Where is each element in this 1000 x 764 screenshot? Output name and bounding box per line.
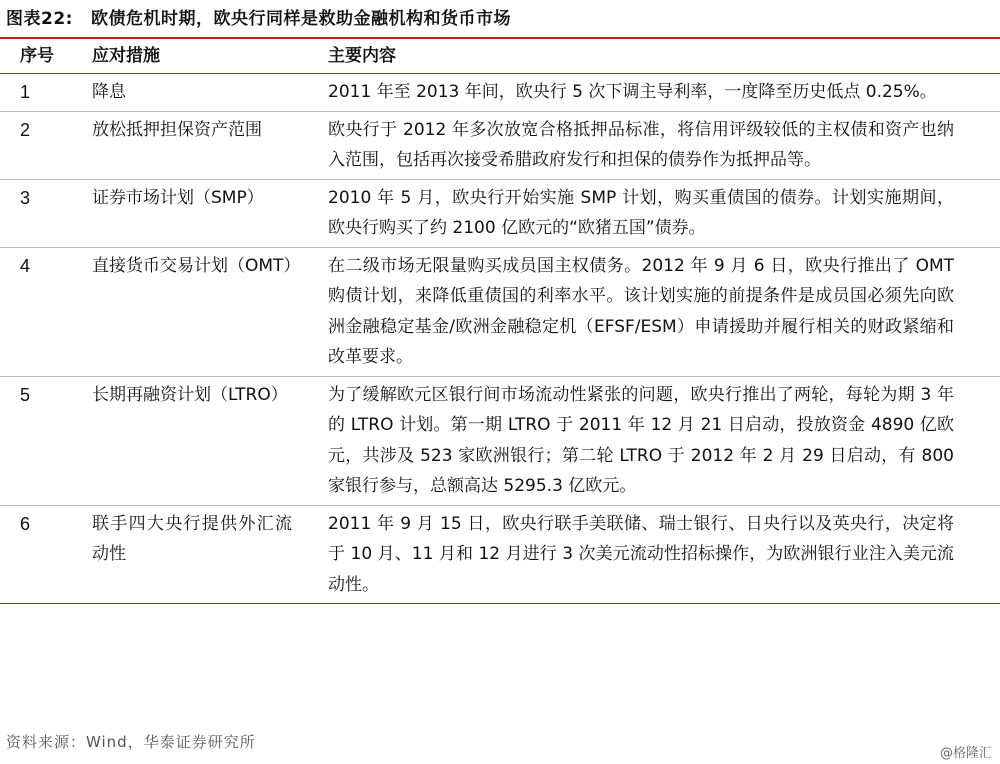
figure-title-text: 欧债危机时期，欧央行同样是救助金融机构和货币市场 — [90, 9, 511, 29]
table-header-row — [0, 39, 1000, 74]
figure-title — [6, 4, 511, 29]
header-content: 主要内容 — [302, 39, 1000, 74]
row-no: 2 — [0, 111, 78, 179]
header-measure: 应对措施 — [78, 39, 302, 74]
table-row — [0, 247, 1000, 376]
row-no: 1 — [0, 74, 78, 112]
row-no: 6 — [0, 505, 78, 604]
source-note: 资料来源：Wind，华泰证券研究所 — [6, 733, 256, 751]
table-row — [0, 179, 1000, 247]
row-measure: 降息 — [78, 74, 302, 112]
row-no: 5 — [0, 376, 78, 505]
watermark: @格隆汇 — [939, 746, 992, 761]
table-row — [0, 505, 1000, 604]
measures-table — [0, 39, 1000, 604]
row-content: 在二级市场无限量购买成员国主权债务。2012 年 9 月 6 日，欧央行推出了 OMT 购债计划，来降低重债国的利率水平。该计划实施的前提条件是成员国必须先向欧洲金融稳定基金/欧洲金融稳定机（EFSF/ESM）申请援助并履行相关的财政紧缩和改革要求。 — [302, 247, 1000, 376]
row-content: 为了缓解欧元区银行间市场流动性紧张的问题，欧央行推出了两轮，每轮为期 3 年的 LTRO 计划。第一期 LTRO 于 2011 年 12 月 21 日启动，投放资金 4890 亿欧元，共涉及 523 家欧洲银行；第二轮 LTRO 于 2012 年 2 月 29 日启动，有 800 家银行参与，总额高达 5295.3 亿欧元。 — [302, 376, 1000, 505]
figure-number: 图表22: — [6, 9, 73, 29]
row-measure: 放松抵押担保资产范围 — [78, 111, 302, 179]
row-content: 2010 年 5 月，欧央行开始实施 SMP 计划，购买重债国的债券。计划实施期间，欧央行购买了约 2100 亿欧元的“欧猪五国”债券。 — [302, 179, 1000, 247]
header-no: 序号 — [0, 39, 78, 74]
row-content: 欧央行于 2012 年多次放宽合格抵押品标准，将信用评级较低的主权债和资产也纳入范围，包括再次接受希腊政府发行和担保的债券作为抵押品等。 — [302, 111, 1000, 179]
row-measure: 证券市场计划（SMP） — [78, 179, 302, 247]
table-row — [0, 376, 1000, 505]
row-content: 2011 年 9 月 15 日，欧央行联手美联储、瑞士银行、日央行以及英央行，决定将于 10 月、11 月和 12 月进行 3 次美元流动性招标操作，为欧洲银行业注入美元流动性。 — [302, 505, 1000, 604]
table-row — [0, 74, 1000, 112]
row-no: 3 — [0, 179, 78, 247]
row-measure: 直接货币交易计划（OMT） — [78, 247, 302, 376]
table-row — [0, 111, 1000, 179]
row-measure: 联手四大央行提供外汇流动性 — [78, 505, 302, 604]
row-no: 4 — [0, 247, 78, 376]
row-measure: 长期再融资计划（LTRO） — [78, 376, 302, 505]
row-content: 2011 年至 2013 年间，欧央行 5 次下调主导利率，一度降至历史低点 0.25%。 — [302, 74, 1000, 112]
